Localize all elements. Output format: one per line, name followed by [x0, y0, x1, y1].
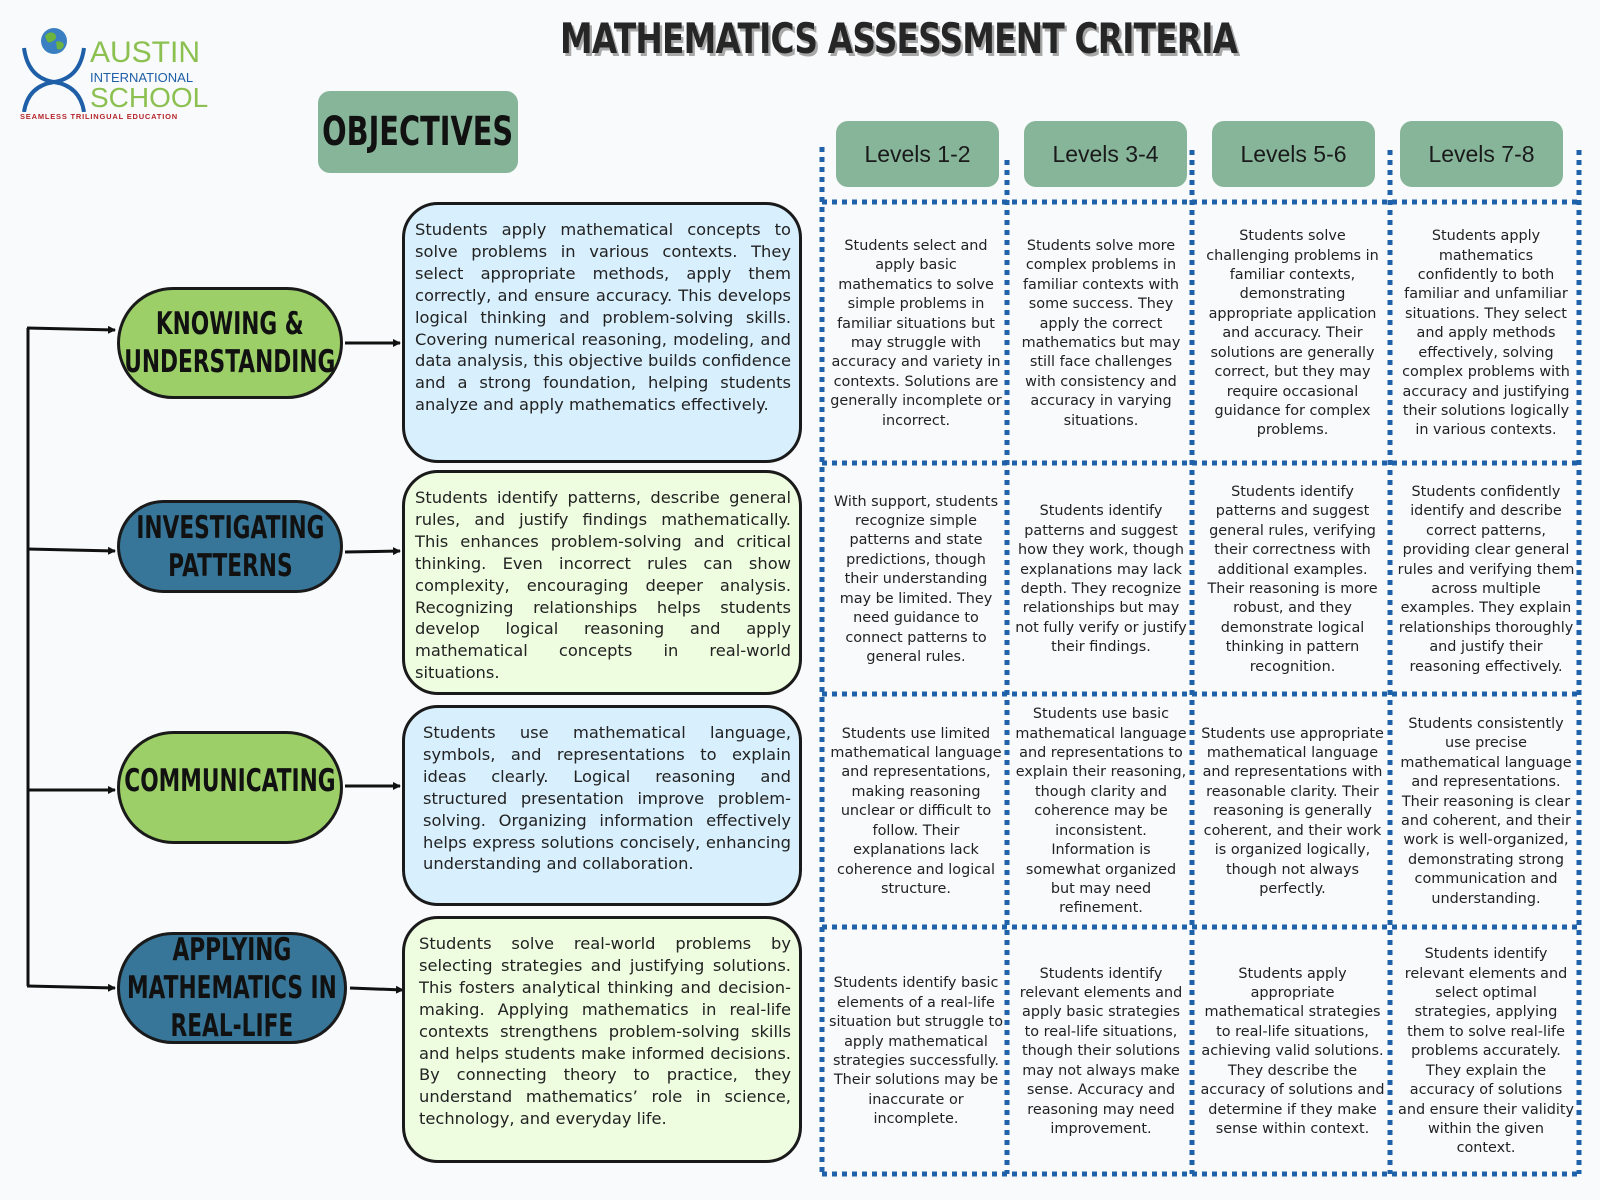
- level-header-5-6: Levels 5-6: [1212, 121, 1375, 187]
- objectives-label: OBJECTIVES: [322, 109, 514, 155]
- logo-international: INTERNATIONAL: [90, 70, 194, 85]
- pill-label-line: MATHEMATICS IN: [127, 970, 337, 1006]
- criterion-cell: Students identify relevant elements and select optimal strategies, applying them to solve real-life problems accurately. They explain the accuracy of solutions and ensure their validity within the given context.: [1398, 946, 1574, 1157]
- criterion-cell: Students confidently identify and describe correct patterns, providing clear general rules and verifying them across multiple examples. They explain relationships thoroughly and justify their reasoning effectively.: [1397, 483, 1575, 675]
- description-communicating: Students use mathematical language, symbols, and representations to explain ideas clearly. Logical reasoning and structured presentation improve problem-solving. Organizing information effectively helps express solutions concisely, enhancing understanding and collaboration.: [402, 705, 802, 906]
- criterion-cell: Students identify relevant elements and apply basic strategies to real-life situations, though their solutions may not always make sense. Accuracy and reasoning may need improvement.: [1019, 965, 1183, 1137]
- school-logo: [18, 26, 208, 126]
- description-investigating-patterns: Students identify patterns, describe general rules, and justify findings mathematically. This enhances problem-solving and critical thinking. Even incorrect rules can show complexity, encouraging deeper analysis. Recognizing relationships helps students develop logical reasoning and apply mathematical concepts in real-world situations.: [402, 470, 802, 695]
- pill-label-line: COMMUNICATING: [124, 763, 336, 799]
- level-header-7-8: Levels 7-8: [1400, 121, 1563, 187]
- criterion-pill-investigating-patterns: [117, 500, 343, 593]
- criterion-cell: Students use limited mathematical language and representations, making reasoning unclear or difficult to follow. Their explanations lack coherence and logical structure.: [830, 725, 1002, 897]
- pill-label-line: INVESTIGATING: [135, 509, 325, 546]
- criterion-pill-communicating: [117, 731, 343, 844]
- objectives-header: [318, 91, 518, 173]
- globe-figure-icon: [18, 26, 90, 112]
- description-applying-mathematics: Students solve real-world problems by selecting strategies and justifying solutions. This fosters analytical thinking and decision-making. Applying mathematics in real-life contexts strengthens problem-solving skills and helps students make informed decisions. By connecting theory to practice, they understand mathematics’ role in science, technology, and everyday life.: [402, 916, 802, 1163]
- criterion-pill-knowing-understanding: [117, 287, 343, 399]
- criterion-cell: Students use appropriate mathematical language and representations with reasonable clarity. Their reasoning is generally coherent, and their work is organized logically, though not always perfectly.: [1201, 725, 1384, 897]
- criterion-cell: Students identify patterns and suggest how they work, though explanations may lack depth. They recognize relationships but may not fully verify or justify their findings.: [1015, 503, 1187, 656]
- pill-label-line: REAL-LIFE: [170, 1008, 294, 1044]
- criterion-cell: Students consistently use precise mathematical language and representations. Their reasoning is clear and coherent, and their work is well-organized, demonstrating strong communication and understanding.: [1400, 715, 1572, 907]
- logo-austin: AUSTIN: [90, 36, 201, 69]
- criterion-cell: Students solve more complex problems in familiar contexts with some success. They apply the correct mathematics but may still face challenges with consistency and accuracy in varying situations.: [1021, 237, 1181, 429]
- criterion-pill-applying-mathematics: [117, 932, 347, 1044]
- pill-label-line: UNDERSTANDING: [124, 344, 336, 380]
- level-header-3-4: Levels 3-4: [1024, 121, 1187, 187]
- criterion-cell: Students apply appropriate mathematical strategies to real-life situations, achieving valid solutions. They describe the accuracy of solutions and determine if they make sense within context.: [1200, 965, 1385, 1137]
- description-knowing-understanding: Students apply mathematical concepts to solve problems in various contexts. They select appropriate methods, apply them correctly, and ensure accuracy. This develops logical thinking and problem-solving skills. Covering numerical reasoning, modeling, and data analysis, this objective builds confidence and a strong foundation, helping students analyze and apply mathematics effectively.: [402, 202, 802, 463]
- criterion-cell: With support, students recognize simple patterns and state predictions, though their understanding may be limited. They need guidance to connect patterns to general rules.: [833, 493, 999, 665]
- criterion-cell: Students identify basic elements of a real-life situation but struggle to apply mathematical strategies successfully. Their solutions may be inaccurate or incomplete.: [829, 975, 1004, 1128]
- level-header-1-2: Levels 1-2: [836, 121, 999, 187]
- pill-label-line: APPLYING: [172, 932, 292, 968]
- logo-school: SCHOOL: [90, 82, 209, 113]
- criterion-cell: Students solve challenging problems in familiar contexts, demonstrating appropriate application and accuracy. Their solutions are generally correct, but they may require occasional guidance for complex problems.: [1206, 228, 1379, 439]
- pill-label-line: PATTERNS: [167, 547, 293, 584]
- criterion-cell: Students use basic mathematical language and representations to explain their reasoning, though clarity and coherence may be inconsistent. Information is somewhat organized but may need refinement.: [1015, 706, 1187, 917]
- page-title: MATHEMATICS ASSESSMENT CRITERIA: [560, 14, 1238, 63]
- criterion-cell: Students identify patterns and suggest general rules, verifying their correctness with additional examples. Their reasoning is more robust, and they demonstrate logical thinking in pattern recognition.: [1207, 483, 1378, 675]
- logo-tagline: SEAMLESS TRILINGUAL EDUCATION: [20, 112, 178, 121]
- pill-label-line: KNOWING &: [156, 306, 304, 342]
- criterion-cell: Students select and apply basic mathematics to solve simple problems in familiar situations but may struggle with accuracy and variety in contexts. Solutions are generally incomplete or incorrect.: [830, 237, 1002, 429]
- criterion-cell: Students apply mathematics confidently to both familiar and unfamiliar situations. They select and apply methods effectively, solving complex problems with accuracy and justifying their solutions logically in various contexts.: [1402, 228, 1570, 439]
